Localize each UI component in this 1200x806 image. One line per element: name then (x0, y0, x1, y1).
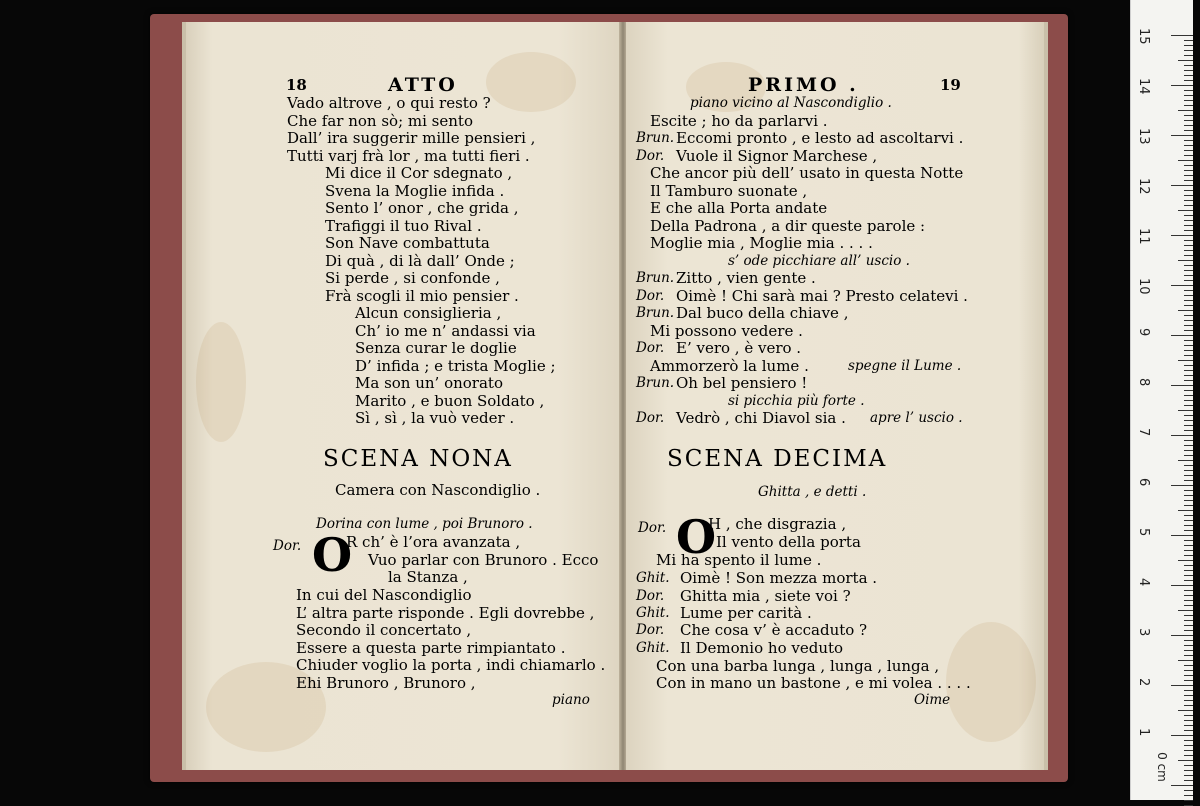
speaker-label: Brun. (636, 305, 675, 321)
ruler-number: 4 (1136, 578, 1151, 587)
ruler-tick (1184, 570, 1193, 571)
ruler-tick (1184, 175, 1193, 176)
ruler-tick (1184, 615, 1193, 616)
ruler-tick (1184, 740, 1193, 741)
ruler-tick (1184, 280, 1193, 281)
ruler-number: 15 (1136, 28, 1151, 45)
verse-line: Il Demonio ho veduto (680, 639, 844, 657)
ruler-tick (1184, 190, 1193, 191)
ruler-tick (1184, 95, 1193, 96)
ruler-tick (1171, 735, 1193, 736)
ruler-tick (1184, 540, 1193, 541)
ruler-tick (1184, 600, 1193, 601)
ruler-tick (1171, 185, 1193, 186)
ruler-tick (1171, 85, 1193, 86)
ruler-tick (1184, 155, 1193, 156)
verse-line: Sì , sì , la vuò veder . (355, 409, 515, 427)
verse-line: Vuo parlar con Brunoro . Ecco (368, 551, 599, 569)
verse-line: H , che disgrazia , (708, 515, 847, 533)
ruler-tick (1184, 140, 1193, 141)
ruler-number: 11 (1136, 228, 1151, 245)
verse-line: Con una barba lunga , lunga , lunga , (656, 657, 940, 675)
ruler-tick (1184, 765, 1193, 766)
stage-direction: apre l’ uscio . (870, 410, 963, 426)
speaker-label: Dor. (636, 622, 665, 638)
speaker-label: Dor. (636, 287, 665, 304)
ruler-tick (1184, 370, 1193, 371)
ruler-tick (1184, 290, 1193, 291)
speaker-label: Dor. (638, 520, 667, 536)
verse-line: Che ancor più dell’ usato in questa Notte (650, 164, 964, 182)
verse-line: Eccomi pronto , e lesto ad ascoltarvi . (676, 129, 964, 147)
scene-title: SCENA DECIMA (667, 446, 888, 472)
verse-line: Il vento della porta (716, 533, 861, 551)
ruler-tick (1184, 195, 1193, 196)
ruler-tick (1184, 240, 1193, 241)
verse-line: Sento l’ onor , che grida , (325, 199, 519, 217)
ruler-tick (1184, 700, 1193, 701)
ruler-tick (1184, 345, 1193, 346)
ruler-tick (1184, 580, 1193, 581)
verse-line: Mi dice il Cor sdegnato , (325, 164, 513, 182)
speaker-label: Dor. (636, 147, 665, 164)
ruler-tick (1184, 170, 1193, 171)
ruler-tick (1184, 530, 1193, 531)
ruler-number: 5 (1136, 528, 1151, 537)
ruler-number: 14 (1136, 78, 1151, 95)
verse-line: R ch’ è l’ora avanzata , (346, 533, 521, 551)
ruler-tick (1184, 770, 1193, 771)
verse-line: Con in mano un bastone , e mi volea . . . . (656, 674, 971, 692)
drop-cap: O (312, 528, 353, 582)
verse-line: Tutti varj frà lor , ma tutti fieri . (287, 146, 530, 165)
ruler-tick (1184, 545, 1193, 546)
ruler-tick (1184, 705, 1193, 706)
ruler-tick (1184, 430, 1193, 431)
ruler-tick (1184, 755, 1193, 756)
verse-line: s’ ode picchiare all’ uscio . (728, 252, 910, 269)
ruler-tick (1171, 785, 1193, 786)
ruler-number: 7 (1136, 428, 1151, 437)
verse-line: Alcun consiglieria , (355, 304, 502, 322)
ruler-tick (1178, 710, 1193, 711)
verse-line: piano vicino al Nascondiglio . (690, 95, 892, 111)
ruler-tick (1184, 725, 1193, 726)
ruler-tick (1184, 330, 1193, 331)
verse-line: Vuole il Signor Marchese , (676, 146, 878, 165)
ruler-tick (1184, 80, 1193, 81)
verse-line: Chiuder voglio la porta , indi chiamarlo . (296, 656, 606, 674)
speaker-label: Ghit. (636, 605, 670, 621)
ruler-tick (1184, 215, 1193, 216)
ruler-tick (1184, 205, 1193, 206)
speaker-label: Dor. (273, 538, 302, 554)
ruler-tick (1184, 470, 1193, 471)
ruler-tick (1184, 275, 1193, 276)
ruler-tick (1184, 120, 1193, 121)
ruler-tick (1184, 475, 1193, 476)
scene-setting: Camera con Nascondiglio . (335, 481, 541, 499)
ruler-number: 8 (1136, 378, 1151, 387)
verse-line: Lume per carità . (680, 604, 812, 622)
ruler-tick (1184, 425, 1193, 426)
ruler-tick (1184, 355, 1193, 356)
ruler-tick (1171, 135, 1193, 136)
verse-line: Vado altrove , o qui resto ? (287, 94, 491, 112)
ruler-tick (1184, 625, 1193, 626)
verse-line: L’ altra parte risponde . Egli dovrebbe , (296, 604, 595, 622)
ruler-tick (1178, 460, 1193, 461)
ruler-tick (1184, 130, 1193, 131)
ruler-tick (1184, 455, 1193, 456)
ruler-tick (1171, 685, 1193, 686)
ruler-tick (1184, 800, 1193, 801)
ruler-tick (1184, 555, 1193, 556)
ruler-tick (1184, 70, 1193, 71)
speaker-label: Ghit. (636, 570, 670, 586)
ruler-tick (1171, 535, 1193, 536)
ruler-tick (1184, 515, 1193, 516)
verse-line: Mi possono vedere . (650, 321, 803, 340)
ruler-tick (1171, 335, 1193, 336)
ruler-tick (1184, 45, 1193, 46)
verse-line: Marito , e buon Soldato , (355, 391, 545, 410)
ruler-tick (1184, 500, 1193, 501)
speaker-label: Dor. (636, 340, 665, 356)
ruler-tick (1171, 285, 1193, 286)
ruler-tick (1178, 510, 1193, 511)
ruler-tick (1184, 550, 1193, 551)
verse-line: Ehi Brunoro , Brunoro , (296, 674, 476, 692)
verse-line: la Stanza , (388, 568, 468, 586)
ruler-tick (1178, 110, 1193, 111)
ruler-tick (1184, 390, 1193, 391)
ruler-tick (1184, 50, 1193, 51)
catchword: piano (552, 692, 590, 708)
ruler-tick (1184, 90, 1193, 91)
ruler-tick (1184, 220, 1193, 221)
ruler-tick (1184, 325, 1193, 326)
ruler-tick (1184, 420, 1193, 421)
verse-line: Si perde , si confonde , (325, 269, 500, 287)
ruler-tick (1184, 695, 1193, 696)
drop-cap: O (676, 510, 717, 564)
ruler-tick (1184, 650, 1193, 651)
verse-line: Vedrò , chi Diavol sia . (676, 409, 846, 427)
verse-line: Mi ha spento il lume . (656, 551, 822, 569)
ruler-tick (1184, 340, 1193, 341)
ruler-tick (1184, 265, 1193, 266)
speaker-label: Brun. (636, 375, 675, 391)
ruler-tick (1184, 730, 1193, 731)
ruler-tick (1184, 380, 1193, 381)
verse-line: Ch’ io me n’ andassi via (355, 321, 536, 340)
ruler-number: 12 (1136, 178, 1151, 195)
verse-line: Dall’ ira suggerir mille pensieri , (287, 129, 536, 147)
ruler-tick (1184, 105, 1193, 106)
ruler-tick (1171, 35, 1193, 36)
verse-line: Della Padrona , a dir queste parole : (650, 216, 926, 235)
ruler-tick (1184, 645, 1193, 646)
ruler-tick (1184, 365, 1193, 366)
verse-line: Secondo il concertato , (296, 621, 472, 639)
catchword: Oime (914, 692, 951, 708)
ruler-tick (1178, 660, 1193, 661)
ruler-tick (1184, 115, 1193, 116)
ruler-tick (1184, 715, 1193, 716)
ruler-tick (1171, 585, 1193, 586)
ruler-tick (1184, 630, 1193, 631)
ruler-tick (1171, 385, 1193, 386)
speaker-label: Dor. (636, 410, 665, 426)
ruler-tick (1184, 605, 1193, 606)
ruler-tick (1184, 450, 1193, 451)
ruler-tick (1184, 200, 1193, 201)
ruler-number: 2 (1136, 678, 1151, 687)
ruler-tick (1178, 60, 1193, 61)
measuring-ruler (1130, 0, 1193, 800)
ruler-tick (1184, 350, 1193, 351)
verse-line: E’ vero , è vero . (676, 339, 802, 357)
verse-line: Trafiggi il tuo Rival . (325, 216, 482, 235)
verse-line: si picchia più forte . (728, 392, 865, 409)
ruler-tick (1184, 405, 1193, 406)
ruler-tick (1184, 55, 1193, 56)
ruler-tick (1184, 775, 1193, 776)
verse-line: Di quà , di là dall’ Onde ; (325, 251, 515, 270)
verse-line: Frà scogli il mio pensier . (325, 286, 519, 305)
ruler-tick (1184, 670, 1193, 671)
ruler-tick (1184, 165, 1193, 166)
ruler-tick (1184, 565, 1193, 566)
scene-characters: Ghitta , e detti . (758, 484, 867, 500)
verse-line: Senza curar le doglie (355, 339, 517, 357)
ruler-tick (1171, 635, 1193, 636)
ruler-number: 10 (1136, 278, 1151, 295)
ruler-tick (1184, 125, 1193, 126)
ruler-tick (1171, 485, 1193, 486)
speaker-label: Dor. (636, 588, 665, 604)
ruler-number: 3 (1136, 628, 1151, 637)
ruler-tick (1184, 145, 1193, 146)
ruler-tick (1184, 590, 1193, 591)
page-number: 19 (940, 76, 961, 94)
verse-line: Che cosa v’ è accaduto ? (680, 621, 868, 639)
ruler-number: 9 (1136, 328, 1151, 337)
ruler-tick (1184, 75, 1193, 76)
ruler-tick (1184, 520, 1193, 521)
ruler-tick (1184, 640, 1193, 641)
ruler-tick (1184, 720, 1193, 721)
ruler-tick (1184, 690, 1193, 691)
ruler-number: 13 (1136, 128, 1151, 145)
ruler-tick (1178, 360, 1193, 361)
ruler-tick (1184, 150, 1193, 151)
ruler-tick (1184, 375, 1193, 376)
ruler-number: 1 (1136, 728, 1151, 737)
verse-line: Escite ; ho da parlarvi . (650, 111, 828, 130)
ruler-tick (1184, 395, 1193, 396)
verse-line: Ghitta mia , siete voi ? (680, 587, 851, 605)
verse-line: Son Nave combattuta (325, 234, 490, 252)
ruler-tick (1184, 790, 1193, 791)
scene-title: SCENA NONA (323, 446, 513, 472)
ruler-tick (1184, 505, 1193, 506)
ruler-tick (1184, 65, 1193, 66)
verse-line: Dal buco della chiave , (676, 304, 849, 322)
ruler-tick (1184, 250, 1193, 251)
ruler-tick (1184, 100, 1193, 101)
verse-line: Ma son un’ onorato (355, 374, 503, 392)
ruler-tick (1184, 225, 1193, 226)
verse-line: Che far non sò; mi sento (287, 111, 473, 130)
ruler-tick (1184, 750, 1193, 751)
ruler-tick (1184, 655, 1193, 656)
verse-line: Oimè ! Chi sarà mai ? Presto celatevi . (676, 286, 968, 305)
ruler-tick (1184, 745, 1193, 746)
ruler-tick (1184, 180, 1193, 181)
ruler-tick (1178, 310, 1193, 311)
verse-line: Il Tamburo suonate , (650, 181, 808, 200)
ruler-tick (1184, 295, 1193, 296)
ruler-tick (1184, 795, 1193, 796)
ruler-tick (1184, 315, 1193, 316)
running-head: ATTO (388, 74, 458, 96)
ruler-tick (1184, 245, 1193, 246)
ruler-tick (1178, 160, 1193, 161)
ruler-tick (1178, 760, 1193, 761)
ruler-tick (1178, 560, 1193, 561)
verse-line: Svena la Moglie infida . (325, 181, 505, 200)
ruler-tick (1184, 680, 1193, 681)
ruler-tick (1184, 415, 1193, 416)
verse-line: Ammorzerò la lume . (650, 356, 809, 375)
ruler-tick (1184, 230, 1193, 231)
ruler-tick (1184, 675, 1193, 676)
ruler-tick (1184, 400, 1193, 401)
ruler-tick (1184, 440, 1193, 441)
ruler-tick (1184, 525, 1193, 526)
verse-line: E che alla Porta andate (650, 199, 828, 217)
ruler-tick (1184, 270, 1193, 271)
verse-line: In cui del Nascondiglio (296, 586, 472, 604)
stage-direction: spegne il Lume . (848, 357, 962, 374)
verse-line: Oimè ! Son mezza morta . (680, 569, 878, 587)
running-head: PRIMO . (748, 74, 859, 96)
ruler-tick (1178, 410, 1193, 411)
speaker-label: Ghit. (636, 640, 670, 656)
ruler-tick (1171, 235, 1193, 236)
ruler-tick (1171, 435, 1193, 436)
ruler-number: 6 (1136, 478, 1151, 487)
page-number: 18 (286, 76, 307, 94)
ruler-unit: 0 cm (1154, 752, 1169, 782)
ruler-tick (1184, 780, 1193, 781)
ruler-tick (1184, 255, 1193, 256)
speaker-label: Brun. (636, 130, 675, 146)
verse-line: Oh bel pensiero ! (676, 374, 808, 392)
verse-line: Zitto , vien gente . (676, 269, 816, 287)
verse-line: Essere a questa parte rimpiantato . (296, 639, 566, 657)
ruler-tick (1184, 465, 1193, 466)
ruler-tick (1184, 575, 1193, 576)
ruler-tick (1184, 320, 1193, 321)
ruler-tick (1184, 495, 1193, 496)
scene-characters: Dorina con lume , poi Brunoro . (316, 516, 533, 532)
ruler-tick (1184, 490, 1193, 491)
ruler-tick (1184, 480, 1193, 481)
ruler-tick (1184, 595, 1193, 596)
verse-line: Moglie mia , Moglie mia . . . . (650, 234, 873, 252)
ruler-tick (1178, 610, 1193, 611)
ruler-tick (1178, 210, 1193, 211)
ruler-tick (1184, 665, 1193, 666)
ruler-tick (1184, 445, 1193, 446)
ruler-tick (1184, 300, 1193, 301)
ruler-tick (1178, 260, 1193, 261)
speaker-label: Brun. (636, 270, 675, 286)
ruler-tick (1184, 305, 1193, 306)
ruler-tick (1184, 620, 1193, 621)
ruler-tick (1184, 40, 1193, 41)
verse-line: D’ infida ; e trista Moglie ; (355, 356, 556, 375)
